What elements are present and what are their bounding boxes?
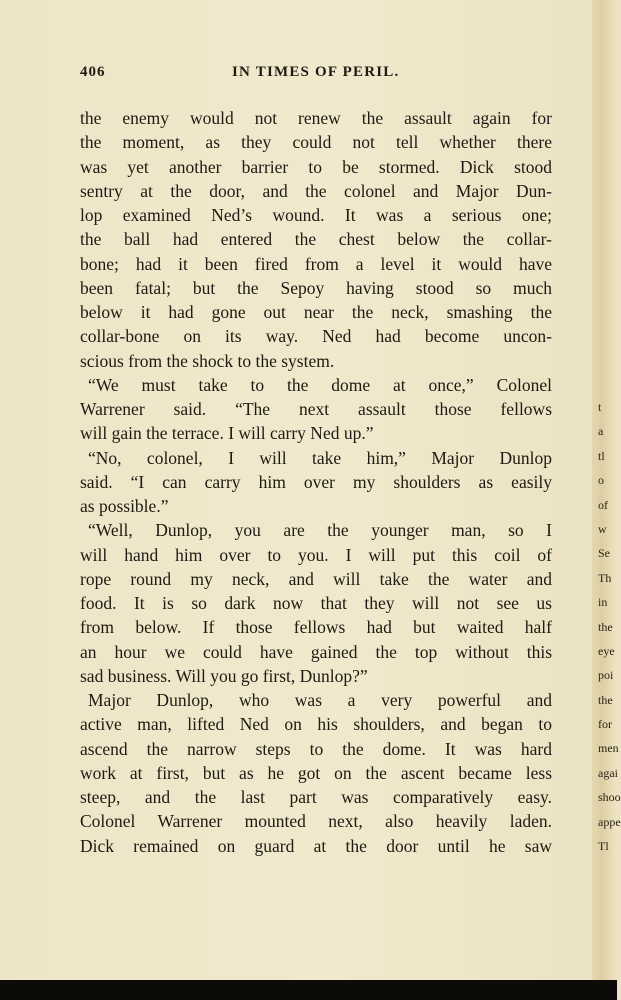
text-line: the enemy would not renew the assault again for: [80, 108, 552, 128]
fragment: eye: [598, 643, 615, 658]
page-number: 406: [80, 64, 106, 80]
text-line: steep, and the last part was comparatively easy.: [80, 787, 552, 807]
text-line: Warrener said. “The next assault those fellows: [80, 399, 552, 419]
fragment: Tl: [598, 839, 609, 854]
text-line: “We must take to the dome at once,” Colonel: [88, 374, 552, 395]
text-line: as possible.”: [80, 496, 169, 516]
fragment: Th: [598, 570, 612, 585]
scan-bottom-edge: [0, 980, 617, 1000]
text-line: Major Dunlop, who was a very powerful and: [88, 690, 552, 710]
text-line: an hour we could have gained the top without this: [80, 641, 552, 662]
text-line: below it had gone out near the neck, smashing the: [80, 302, 552, 322]
text-line: food. It is so dark now that they will not see us: [80, 593, 552, 613]
text-line: sentry at the door, and the colonel and Major Dun-: [80, 180, 552, 201]
text-line: work at first, but as he got on the ascent became less: [80, 762, 552, 783]
fragment: the: [598, 619, 613, 634]
text-line: ascend the narrow steps to the dome. It was hard: [80, 738, 552, 759]
fragment: tl: [598, 448, 605, 463]
fragment: the: [598, 692, 613, 707]
fragment: t: [598, 400, 602, 414]
text-line: collar-bone on its way. Ned had become uncon-: [80, 326, 552, 347]
fragment: shoo: [598, 790, 621, 805]
fragment: agai: [598, 765, 618, 780]
text-line: will gain the terrace. I will carry Ned up.”: [80, 423, 374, 444]
fragment: of: [598, 497, 608, 512]
text-line: lop examined Ned’s wound. It was a serious one;: [80, 205, 552, 225]
fragment: men: [598, 741, 619, 756]
fragment: poi: [598, 668, 614, 683]
text-line: sad business. Will you go first, Dunlop?”: [80, 665, 368, 686]
running-title: IN TIMES OF PERIL.: [232, 64, 400, 80]
body-text: [80, 106, 552, 858]
text-line: will hand him over to you. I will put this coil of: [80, 544, 552, 565]
text-line: the moment, as they could not tell whether there: [80, 132, 552, 153]
fragment: w: [598, 521, 607, 536]
text-line: Dick remained on guard at the door until he saw: [80, 835, 552, 856]
fragment: o: [598, 473, 604, 488]
fragment: for: [598, 717, 612, 732]
facing-page-fragments: [598, 395, 621, 885]
text-line: active man, lifted Ned on his shoulders, and began to: [80, 714, 552, 735]
text-line: rope round my neck, and will take the water and: [80, 568, 552, 589]
text-line: Colonel Warrener mounted next, also heavily laden.: [80, 811, 552, 832]
text-line: scious from the shock to the system.: [80, 350, 335, 371]
text-line: been fatal; but the Sepoy having stood so much: [80, 277, 552, 298]
fragment: appe: [598, 814, 621, 829]
text-line: said. “I can carry him over my shoulders as easily: [80, 471, 552, 492]
text-line: was yet another barrier to be stormed. Dick stood: [80, 156, 552, 177]
text-line: “No, colonel, I will take him,” Major Dunlop: [88, 447, 552, 468]
text-line: the ball had entered the chest below the collar-: [80, 229, 552, 250]
fragment: a: [598, 424, 604, 439]
fragment: in: [598, 595, 608, 610]
text-line: “Well, Dunlop, you are the younger man, so I: [88, 520, 552, 541]
page-header: [80, 64, 550, 84]
text-line: from below. If those fellows had but waited half: [80, 617, 552, 638]
fragment: Se: [598, 546, 610, 561]
text-line: bone; had it been fired from a level it would have: [80, 253, 552, 274]
